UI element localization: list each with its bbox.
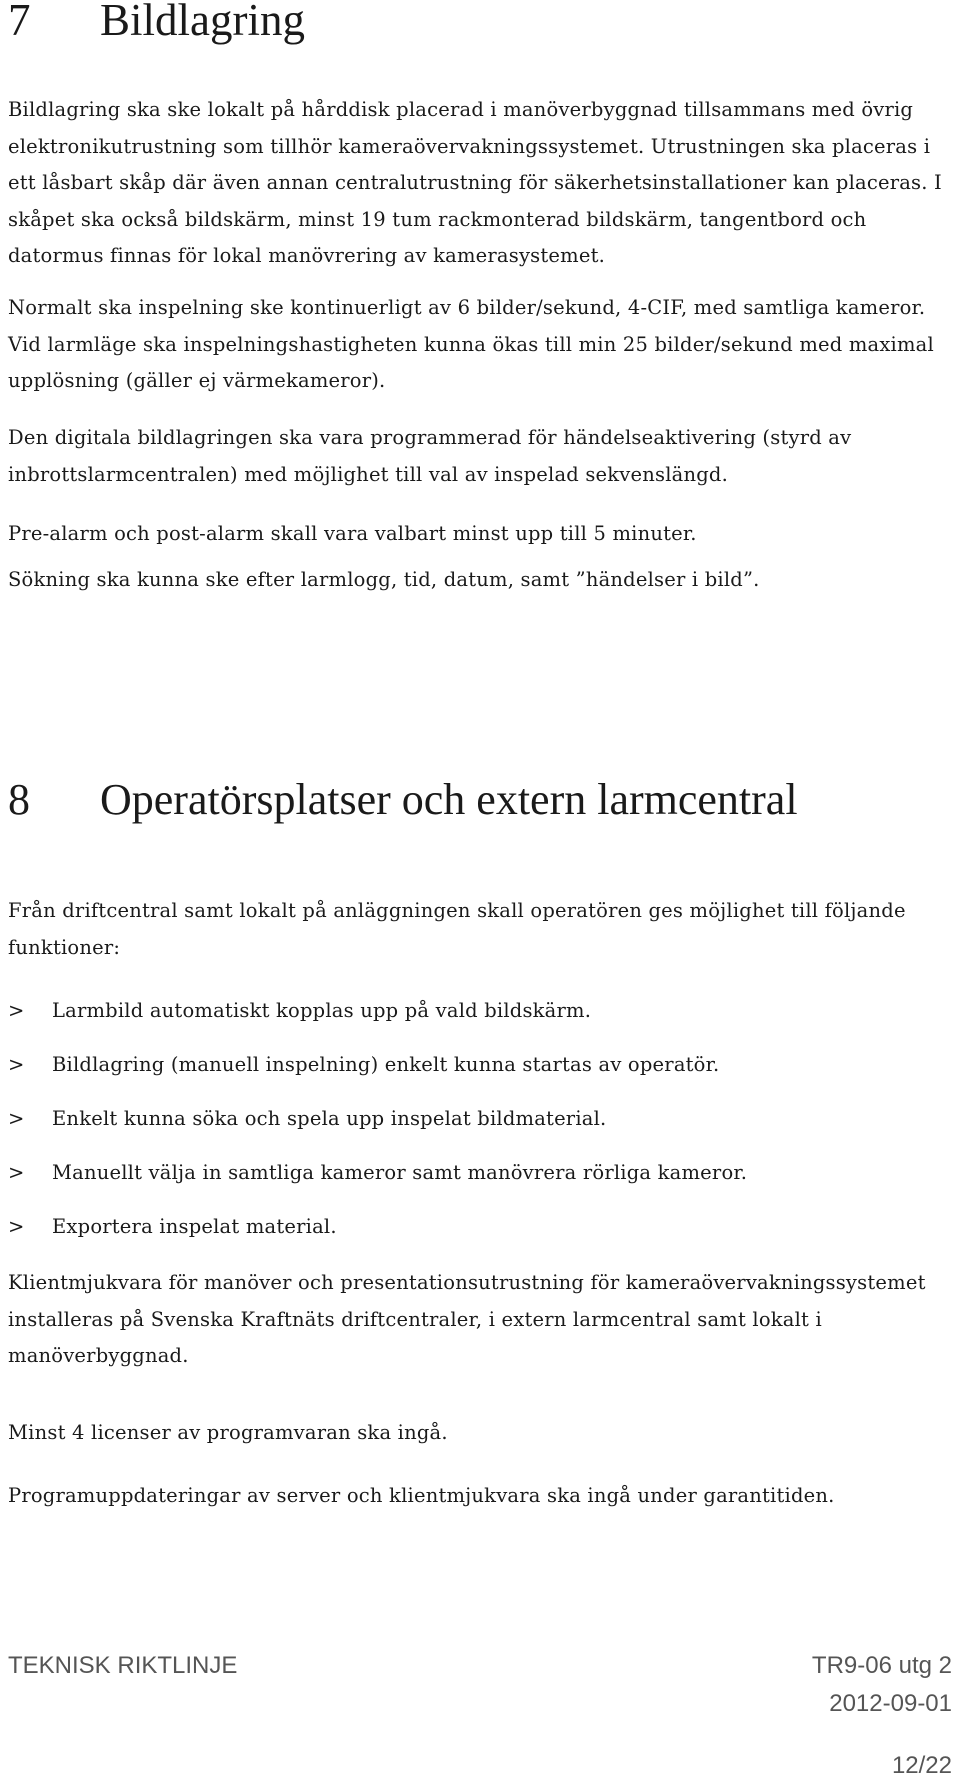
list-item-text: Exportera inspelat material. [52, 1215, 337, 1238]
list-item [8, 1155, 952, 1209]
list-item-text: Enkelt kunna söka och spela upp inspelat bildmaterial. [52, 1107, 607, 1130]
section-7-paragraph: Normalt ska inspelning ske kontinuerligt av 6 bilder/sekund, 4-CIF, med samtliga kameror. Vid larmläge ska inspelningshastigheten kunna ökas till min 25 bilder/sekund med maximal upplösning (gäller ej värmekameror). [8, 296, 934, 392]
bullet-marker: > [8, 1161, 25, 1184]
section-8-paragraph: Klientmjukvara för manöver och presentationsutrustning för kameraövervakningssystemet installeras på Svenska Kraftnäts driftcentraler, i extern larmcentral samt lokalt i manöverbyggnad. [8, 1271, 926, 1367]
footer-page-number: 12/22 [891, 1752, 952, 1779]
footer-doc-id: TR9-06 utg 2 [811, 1652, 952, 1679]
section-7-heading [8, 0, 305, 45]
list-item-text: Bildlagring (manuell inspelning) enkelt kunna startas av operatör. [52, 1053, 720, 1076]
footer-doc-type: TEKNISK RIKTLINJE [8, 1652, 238, 1679]
section-8-paragraph: Minst 4 licenser av programvaran ska ingå. [8, 1421, 448, 1444]
section-7-paragraph: Bildlagring ska ske lokalt på hårddisk placerad i manöverbyggnad tillsammans med övrig elektronikutrustning som tillhör kameraövervakningssystemet. Utrustningen ska placeras i ett låsbart skåp där även annan centralutrustning för säkerhetsinstallationer kan placeras. I skåpet ska också bildskärm, minst 19 tum rackmonterad bildskärm, tangentbord och datormus finnas för lokal manövrering av kamerasystemet. [8, 98, 942, 267]
list-item-text: Larmbild automatiskt kopplas upp på vald bildskärm. [52, 999, 592, 1022]
function-list [8, 993, 952, 1263]
bullet-marker: > [8, 1053, 25, 1076]
footer-date: 2012-09-01 [829, 1690, 952, 1717]
section-8-number: 8 [8, 775, 30, 824]
section-7-paragraph: Sökning ska kunna ske efter larmlogg, tid, datum, samt ”händelser i bild”. [8, 568, 760, 591]
section-7-paragraph: Den digitala bildlagringen ska vara programmerad för händelseaktivering (styrd av inbrottslarmcentralen) med möjlighet till val av inspelad sekvenslängd. [8, 426, 852, 486]
bullet-marker: > [8, 999, 25, 1022]
list-item [8, 1047, 952, 1101]
section-7-title: Bildlagring [100, 0, 305, 45]
section-7-paragraph: Pre-alarm och post-alarm skall vara valbart minst upp till 5 minuter. [8, 522, 697, 545]
bullet-marker: > [8, 1215, 25, 1238]
list-item [8, 993, 952, 1047]
section-8-title: Operatörsplatser och extern larmcentral [100, 775, 798, 824]
section-7-number: 7 [8, 0, 31, 45]
section-8-heading [8, 775, 798, 825]
section-8-paragraph: Programuppdateringar av server och klientmjukvara ska ingå under garantitiden. [8, 1484, 835, 1507]
list-item [8, 1101, 952, 1155]
list-item-text: Manuellt välja in samtliga kameror samt manövrera rörliga kameror. [52, 1161, 748, 1184]
bullet-marker: > [8, 1107, 25, 1130]
list-item [8, 1209, 952, 1263]
section-8-intro: Från driftcentral samt lokalt på anläggningen skall operatören ges möjlighet till följande funktioner: [8, 899, 906, 959]
